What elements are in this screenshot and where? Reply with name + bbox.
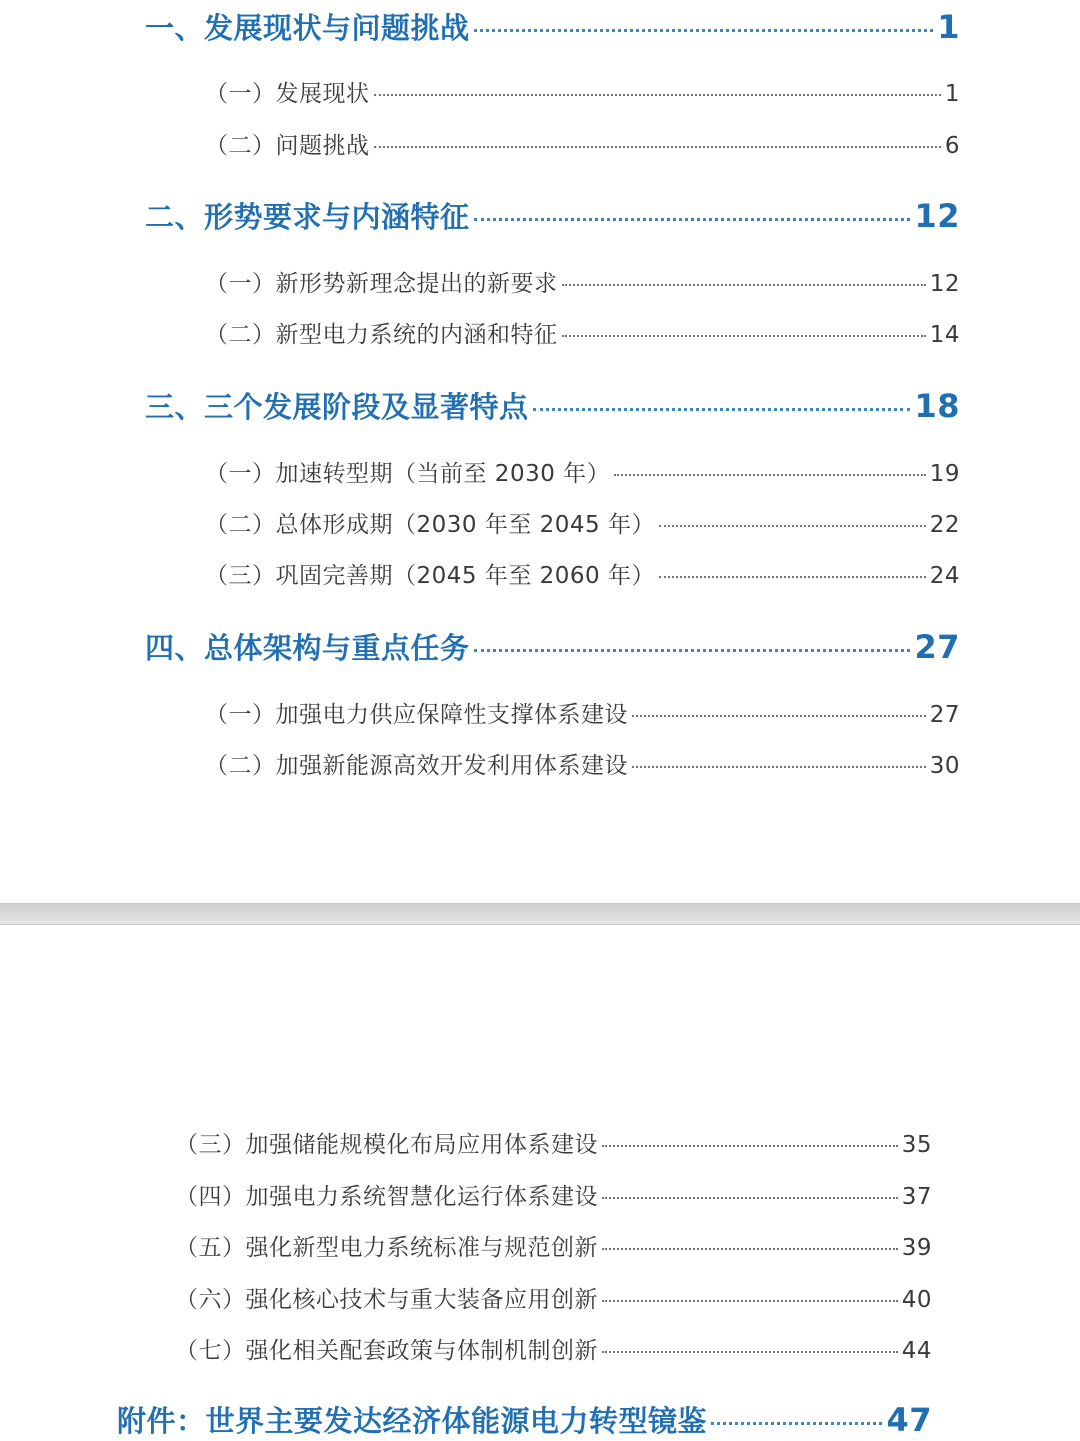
dot-leader [602,1351,898,1353]
toc-item-label: （七）强化相关配套政策与体制机制创新 [175,1338,598,1364]
toc-item[interactable] [205,747,960,780]
toc-item[interactable] [205,316,960,349]
dot-leader [562,284,926,286]
toc-item[interactable] [175,1178,932,1211]
toc-page-number: 39 [901,1235,932,1261]
toc-page-number: 27 [929,702,960,728]
dot-leader [602,1248,898,1250]
toc-page-number: 12 [914,197,960,235]
toc-item[interactable] [205,265,960,298]
toc-page-2 [0,924,1080,1441]
toc-item[interactable] [205,696,960,729]
toc-item[interactable] [175,1126,932,1159]
toc-section-title: 四、总体架构与重点任务 [145,631,470,665]
toc-item-label: （二）新型电力系统的内涵和特征 [205,322,558,348]
toc-page-number: 1 [937,8,960,46]
dot-leader [602,1145,898,1147]
dot-leader [602,1300,898,1302]
dot-leader [602,1197,898,1199]
toc-item-label: （六）强化核心技术与重大装备应用创新 [175,1287,598,1313]
dot-leader [711,1422,882,1425]
toc-item[interactable] [205,75,960,108]
toc-item-label: （二）总体形成期（2030 年至 2045 年） [205,512,655,538]
toc-item-label: （五）强化新型电力系统标准与规范创新 [175,1235,598,1261]
dot-leader [533,408,911,411]
toc-item-label: （一）发展现状 [205,81,370,107]
toc-page-number: 37 [901,1184,932,1210]
dot-leader [474,218,911,221]
dot-leader [659,525,926,527]
toc-page-number: 24 [929,563,960,589]
toc-page-number: 44 [901,1338,932,1364]
toc-item[interactable] [205,557,960,590]
toc-page-number: 47 [886,1401,932,1439]
toc-item[interactable] [175,1332,932,1365]
toc-item-label: （一）新形势新理念提出的新要求 [205,271,558,297]
toc-item-label: （三）巩固完善期（2045 年至 2060 年） [205,563,655,589]
toc-section-title: 三、三个发展阶段及显著特点 [145,390,529,424]
toc-item-label: （四）加强电力系统智慧化运行体系建设 [175,1184,598,1210]
toc-section-2[interactable] [145,195,960,236]
toc-page-number: 12 [929,271,960,297]
toc-page-number: 18 [914,387,960,425]
toc-section-1[interactable] [145,6,960,47]
toc-page-number: 14 [929,322,960,348]
toc-page-number: 19 [929,461,960,487]
toc-appendix[interactable] [117,1399,932,1440]
toc-page-number: 40 [901,1287,932,1313]
toc-item-label: （三）加强储能规模化布局应用体系建设 [175,1132,598,1158]
toc-section-title: 二、形势要求与内涵特征 [145,200,470,234]
dot-leader [659,576,926,578]
toc-item-label: （二）加强新能源高效开发利用体系建设 [205,753,628,779]
dot-leader [374,94,941,96]
toc-page-number: 35 [901,1132,932,1158]
toc-item[interactable] [205,455,960,488]
dot-leader [632,766,926,768]
toc-page-number: 22 [929,512,960,538]
toc-item-label: （一）加速转型期（当前至 2030 年） [205,461,611,487]
dot-leader [632,715,926,717]
toc-item[interactable] [205,506,960,539]
toc-page-number: 30 [929,753,960,779]
toc-item[interactable] [175,1229,932,1262]
toc-section-title: 附件：世界主要发达经济体能源电力转型镜鉴 [117,1404,708,1438]
toc-page-number: 27 [914,628,960,666]
dot-leader [562,335,926,337]
toc-item-label: （一）加强电力供应保障性支撑体系建设 [205,702,628,728]
toc-section-title: 一、发展现状与问题挑战 [145,11,470,45]
page-gap [0,904,1080,924]
toc-section-3[interactable] [145,385,960,426]
toc-page-number: 6 [944,133,960,159]
toc-item-label: （二）问题挑战 [205,133,370,159]
dot-leader [474,29,934,32]
toc-page-number: 1 [944,81,960,107]
dot-leader [474,649,911,652]
toc-section-4[interactable] [145,626,960,667]
dot-leader [374,146,941,148]
toc-item[interactable] [205,127,960,160]
toc-item[interactable] [175,1281,932,1314]
dot-leader [614,474,926,476]
